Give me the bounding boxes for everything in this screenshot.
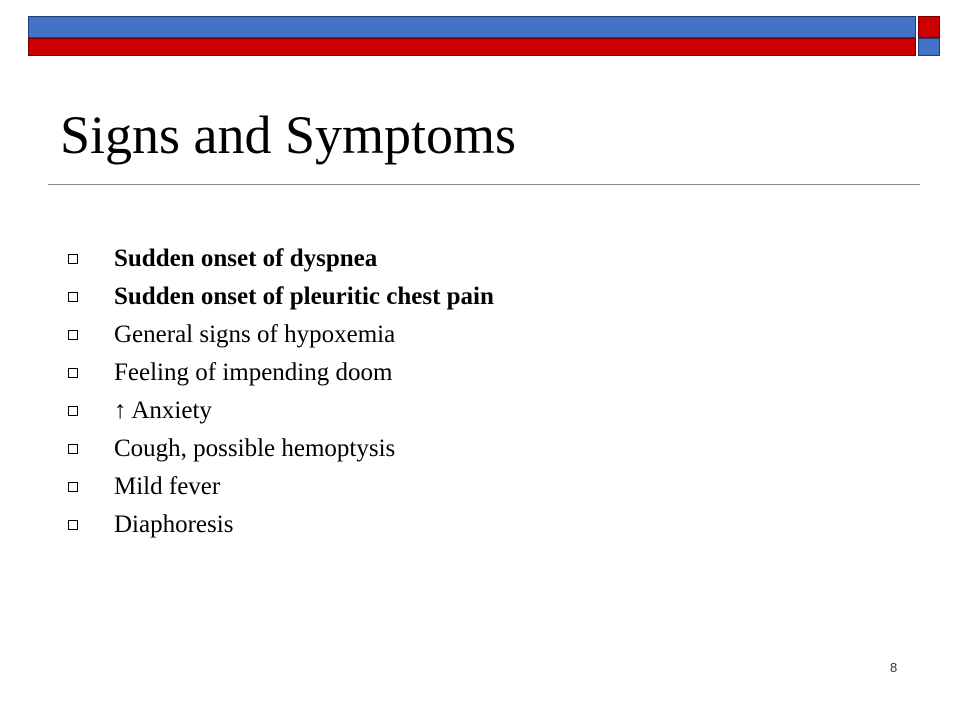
corner-square-red <box>918 16 940 38</box>
bullet-item <box>68 354 494 392</box>
bullet-text: Mild fever <box>114 473 221 500</box>
bullet-item <box>68 430 494 468</box>
square-bullet-icon <box>68 482 78 492</box>
bullet-list <box>68 240 494 544</box>
square-bullet-icon <box>68 254 78 264</box>
bullet-text: Diaphoresis <box>114 511 234 538</box>
corner-square-blue <box>918 38 940 56</box>
square-bullet-icon <box>68 292 78 302</box>
bullet-item <box>68 278 494 316</box>
bullet-text: Sudden onset of pleuritic chest pain <box>114 283 494 310</box>
square-bullet-icon <box>68 444 78 454</box>
square-bullet-icon <box>68 368 78 378</box>
bullet-item <box>68 392 494 430</box>
bullet-text: ↑ Anxiety <box>114 397 212 424</box>
square-bullet-icon <box>68 330 78 340</box>
bullet-item <box>68 468 494 506</box>
square-bullet-icon <box>68 406 78 416</box>
title-divider <box>48 184 920 185</box>
header-band-blue <box>28 16 916 38</box>
bullet-item <box>68 506 494 544</box>
page-number: 8 <box>890 660 898 675</box>
bullet-text: Sudden onset of dyspnea <box>114 245 378 272</box>
bullet-text: Cough, possible hemoptysis <box>114 435 396 462</box>
bullet-item <box>68 240 494 278</box>
bullet-text: Feeling of impending doom <box>114 359 393 386</box>
bullet-item <box>68 316 494 354</box>
bullet-text: General signs of hypoxemia <box>114 321 396 348</box>
header-band-red <box>28 38 916 56</box>
slide-title: Signs and Symptoms <box>60 105 517 165</box>
square-bullet-icon <box>68 520 78 530</box>
